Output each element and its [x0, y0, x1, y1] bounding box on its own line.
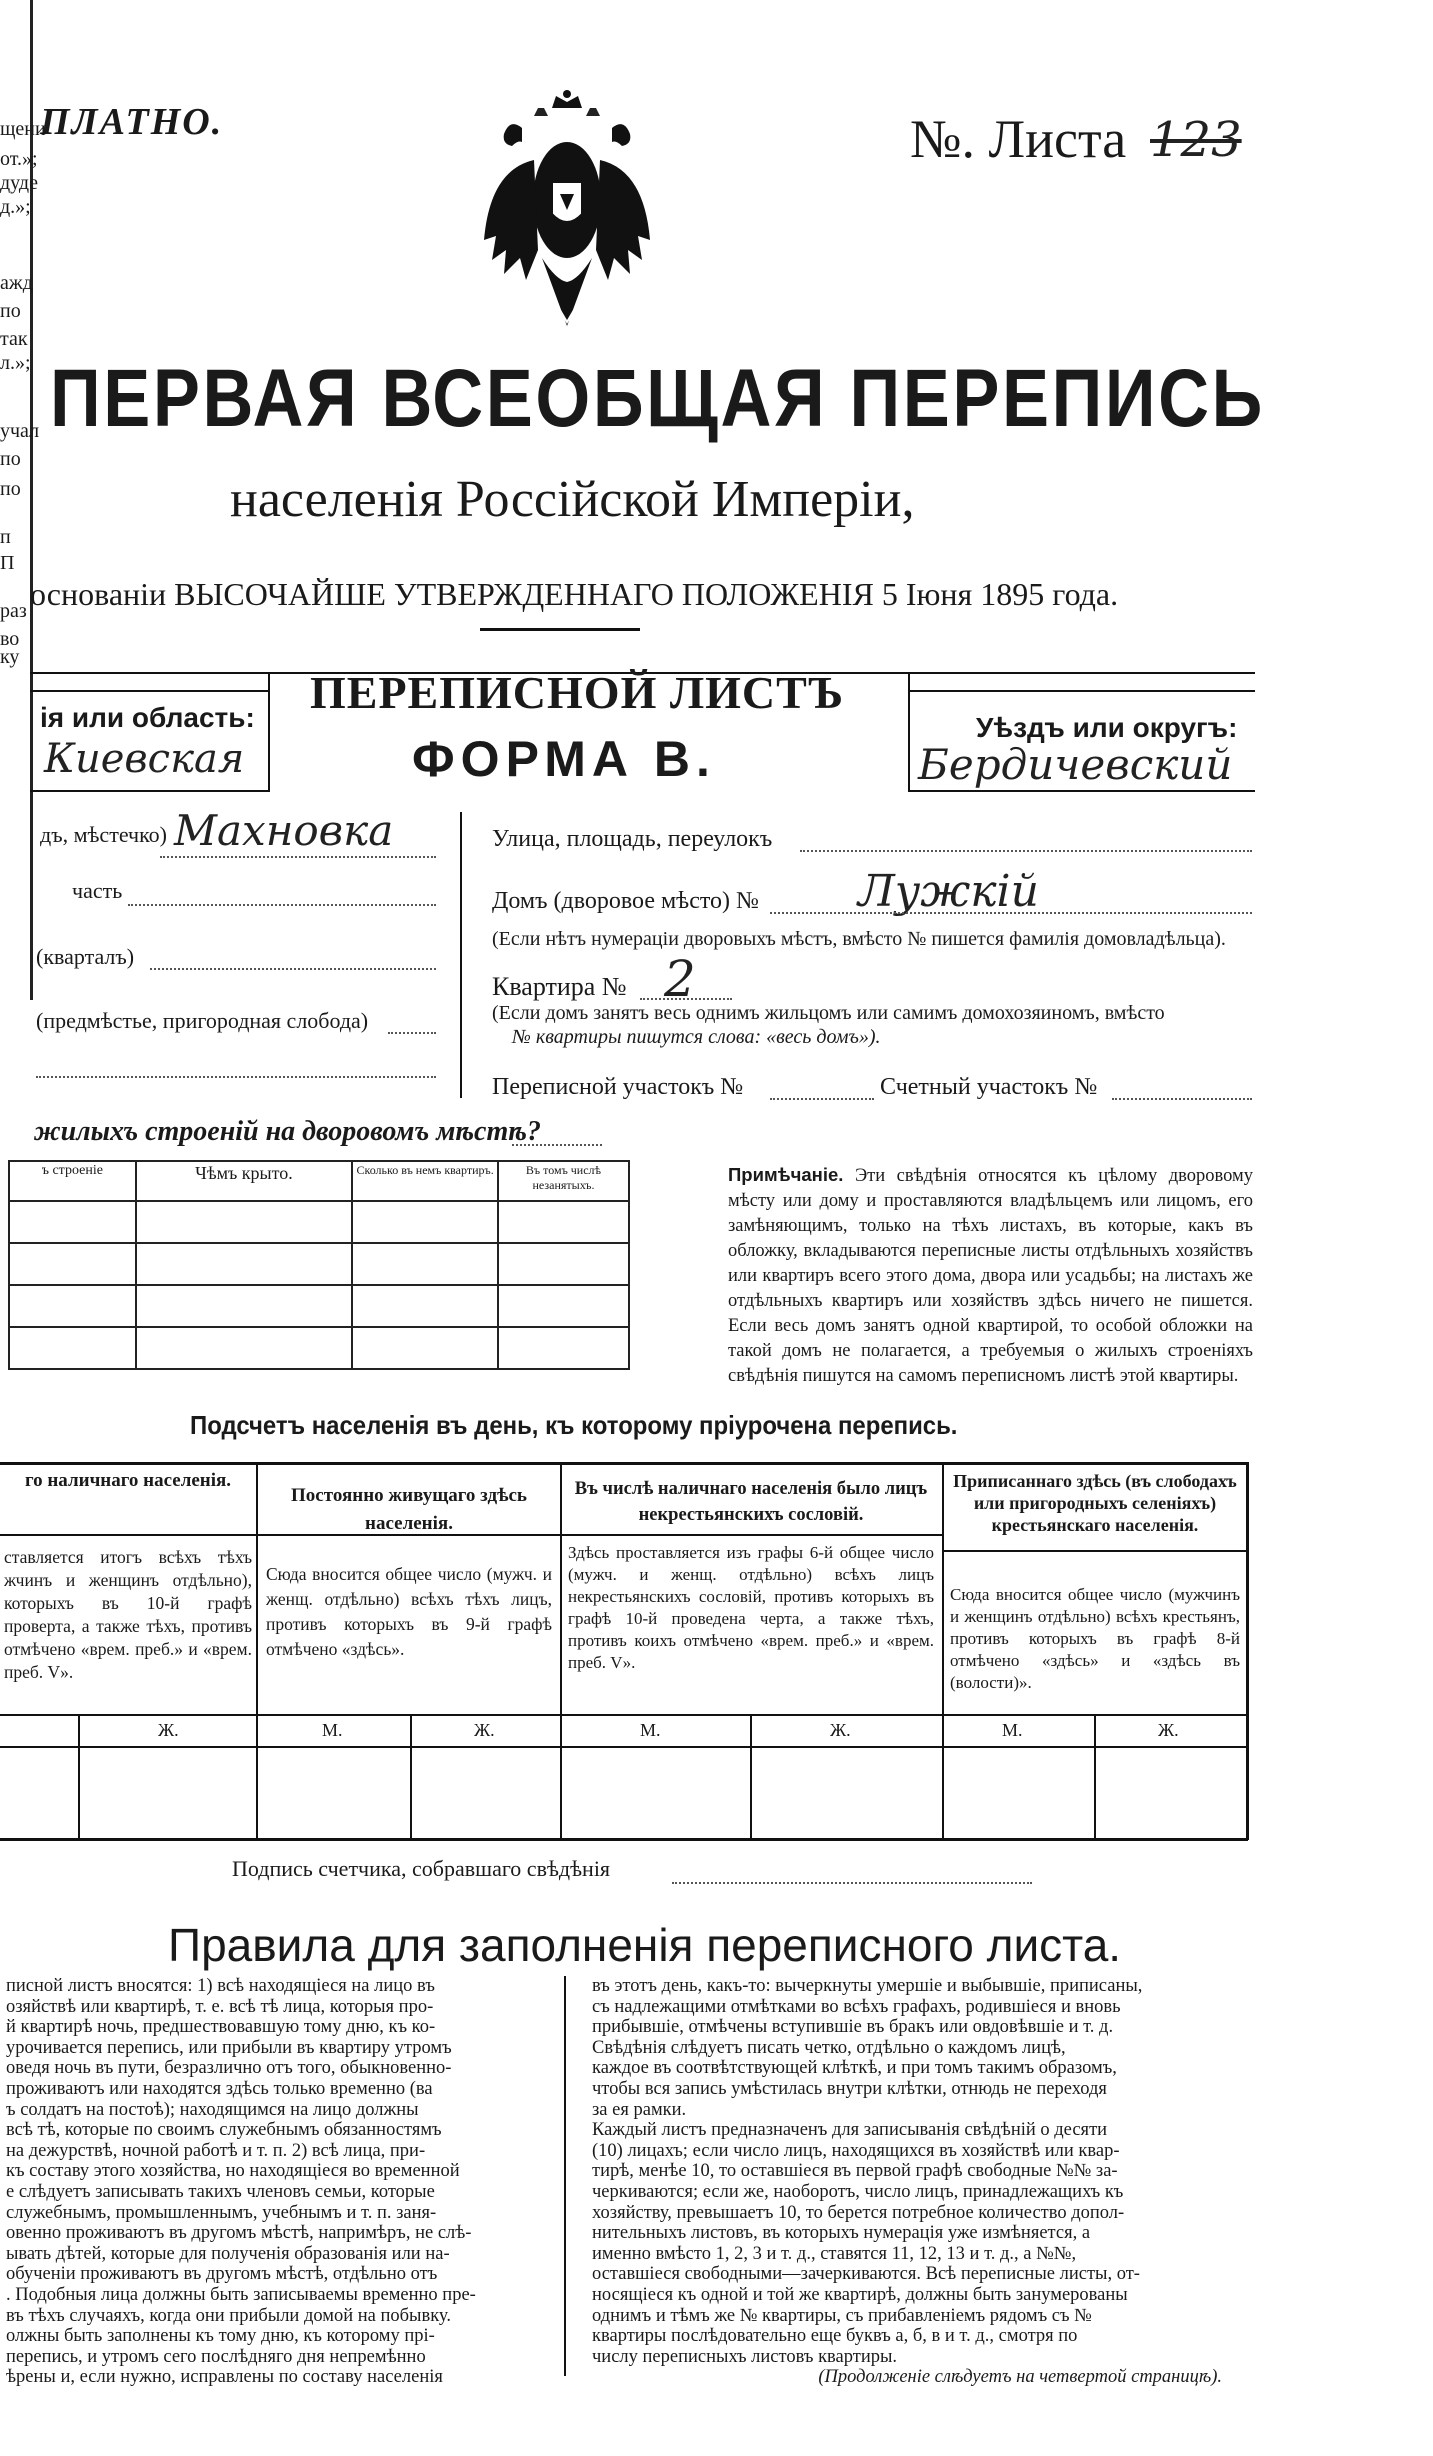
population-col-permanent: [266, 1482, 552, 1538]
imperial-eagle-emblem: [482, 90, 652, 330]
rules-left-line: урочивается перепись, или прибыли въ квартиру утромъ: [6, 2037, 452, 2058]
edge-fragment: П: [0, 552, 15, 574]
census-basis: основаніи ВЫСОЧАЙШЕ УТВЕРЖДЕННАГО ПОЛОЖЕНІЯ 5 Іюня 1895 года.: [30, 576, 1119, 612]
edge-fragment: от.»;: [0, 148, 38, 170]
house-label: Домъ (дворовое мѣсто) №: [492, 888, 759, 914]
buildings-note: [728, 1162, 1253, 1389]
form-name: ПЕРЕПИСНОЙ ЛИСТЪ: [310, 667, 845, 718]
population-col-registered-heading: Приписаннаго здѣсь (въ слободахъ или пригородныхъ селеніяхъ) крестьянскаго населенія.: [953, 1471, 1237, 1535]
street-field-line: [800, 850, 1252, 852]
rules-left-line: служебнымъ, промышленнымъ, учебнымъ и т. п. заня-: [6, 2202, 437, 2223]
edge-fragment: щени: [0, 118, 46, 140]
rules-right-line: однимъ и тѣмъ же № квартиры, съ прибавленіемъ рядомъ съ №: [592, 2305, 1092, 2326]
population-col-non-peasant-heading: Въ числѣ наличнаго населенія было лицъ некрестьянскихъ сословій.: [574, 1479, 928, 1525]
population-col-permanent-m: М.: [322, 1720, 343, 1740]
edge-fragment: учал: [0, 420, 40, 442]
buildings-col-vacant: Въ томъ числѣ незанятыхъ.: [498, 1161, 629, 1201]
rules-title: Правила для заполненія переписного листа.: [168, 1919, 1122, 1971]
sheet-number-value: 123: [1150, 112, 1242, 168]
rules-right-column: [592, 1976, 1252, 2388]
population-col-registered-m: М.: [1002, 1720, 1023, 1740]
rules-right-line: нительныхъ листовъ, въ которыхъ нумерація уже измѣняется, а: [592, 2223, 1091, 2244]
rules-left-line: на дежурствѣ, ночной работѣ и т. п. 2) всѣ лица, при-: [6, 2140, 426, 2161]
edge-fragment: по: [0, 300, 21, 322]
rules-left-line: ѣрены и, если нужно, исправлены по составу населенія: [6, 2367, 443, 2388]
form-header-bottom-rule-right: [908, 790, 1255, 792]
district-label: Уѣздъ или округъ:: [976, 712, 1238, 743]
buildings-col-structure: ъ строеніе: [9, 1161, 136, 1201]
population-col-permanent-f: Ж.: [474, 1720, 495, 1740]
rules-left-line: къ составу этого хозяйства, но находящіеся во временной: [6, 2161, 460, 2182]
town-label: дъ, мѣстечко): [40, 822, 167, 847]
buildings-col-apartments: Сколько въ немъ квартиръ.: [352, 1161, 498, 1201]
edge-fragment: по: [0, 478, 21, 500]
population-col-present-f: Ж.: [158, 1720, 179, 1740]
quarter-label: (кварталъ): [36, 944, 135, 969]
rules-left-line: ъ солдатъ на постоѣ); находящимся на лицо должны: [6, 2099, 419, 2120]
rules-right-line: чтобы вся запись умѣстилась внутри клѣтки, отнюдь не переходя: [592, 2078, 1107, 2099]
suburb-field-line: [388, 1032, 436, 1034]
suburb-field-line-2: [36, 1076, 436, 1078]
form-label: ФОРМА В.: [412, 731, 716, 787]
edge-fragment: д.»;: [0, 196, 31, 218]
population-col-permanent-desc: Сюда вносится общее число (мужч. и женщ. отдѣльно) всѣхъ тѣхъ лицъ, противъ которыхъ въ 9-й графѣ отмѣчено «здѣсь».: [266, 1564, 552, 1659]
rules-left-column: [6, 1976, 556, 2388]
house-note: (Если нѣтъ нумераціи дворовыхъ мѣстъ, вмѣсто № пишется фамилія домовладѣльца).: [492, 928, 1226, 950]
rules-right-line: числу переписныхъ листовъ квартиры.: [592, 2346, 898, 2367]
left-edge-fragments: [0, 0, 46, 1000]
rules-right-line: квартиры послѣдовательно еще буквъ а, б, в и т. д., смотря по: [592, 2326, 1078, 2347]
rules-right-line: Каждый листъ предназначенъ для записыванія свѣдѣній о десяти: [592, 2120, 1108, 2141]
count-district-label: Счетный участокъ №: [880, 1074, 1098, 1100]
rules-left-line: обученіи проживаютъ въ другомъ мѣстѣ, отдѣльно отъ: [6, 2264, 438, 2285]
buildings-col-roof: Чѣмъ крыто.: [136, 1161, 353, 1201]
form-header-bottom-rule-left: [30, 790, 270, 792]
rules-right-line: черкиваются; если же, наоборотъ, число лицъ, принадлежащихъ къ: [592, 2181, 1124, 2202]
enumerator-signature-label: Подпись счетчика, собравшаго свѣдѣнія: [232, 1856, 611, 1881]
population-col-non-peasant-m: М.: [640, 1720, 661, 1740]
population-table: [0, 1462, 1250, 1842]
buildings-answer-line: [512, 1144, 602, 1146]
population-col-registered-f: Ж.: [1158, 1720, 1179, 1740]
form-header-rule-left: [30, 690, 270, 692]
apartment-field-line: [640, 998, 732, 1000]
rules-right-line: оставшіеся свободными—зачеркиваются. Всѣ переписные листы, от-: [592, 2264, 1140, 2285]
rules-right-line: прибывшіе, отмѣчены вступившіе въ бракъ или овдовѣвшіе и т. д.: [592, 2017, 1114, 2038]
census-district-field-line: [770, 1098, 874, 1100]
rules-right-line: хозяйству, превышаетъ 10, то берется потребное количество допол-: [592, 2202, 1125, 2223]
population-col-permanent-heading: Постоянно живущаго здѣсь населенія.: [291, 1485, 527, 1534]
population-col-present: [4, 1468, 252, 1494]
note-label: Примѣчаніе.: [728, 1164, 844, 1185]
rules-right-line: именно вмѣсто 1, 2, 3 и т. д., ставятся 11, 12, 13 и т. д., а №№,: [592, 2243, 1077, 2264]
district-value: Бердичевский: [918, 740, 1233, 789]
part-field-line: [128, 904, 436, 906]
free-label: ПЛАТНО.: [40, 101, 224, 143]
population-col-present-heading: го наличнаго населенія.: [24, 1470, 232, 1491]
edge-fragment: дуде: [0, 172, 38, 194]
apartment-note-2: № квартиры пишутся слова: «весь домъ»).: [512, 1026, 881, 1048]
note-text: Эти свѣдѣнія относятся къ цѣлому дворовому мѣсту или дому и проставляются владѣльцемъ или лицомъ, его замѣняющимъ, только на тѣхъ листахъ, въ которые, какъ въ обложку, вкладываются переписные листы отдѣльныхъ хозяйствъ или квартиръ всего этого дома, двора или усадьбы; на листахъ же отдѣльныхъ квартиръ или хозяйствъ здѣсь ничего не пишется. Если весь домъ занятъ одной квартирой, то особой обложки на такой домъ не полагается, а требуемыя о жилыхъ строеніяхъ свѣдѣнія пишутся на самомъ переписномъ листѣ этой квартиры.: [728, 1166, 1253, 1386]
rules-right-line: (Продолженіе слѣдуетъ на четвертой страницѣ).: [818, 2367, 1222, 2388]
quarter-field-line: [150, 968, 436, 970]
population-col-present-desc: ставляется итогъ всѣхъ тѣхъ жчинъ и женщинъ отдѣльно), которыхъ въ 10-й графѣ проверта, а также тѣхъ, противъ отмѣчено «врем. преб.» и «врем. преб. V».: [4, 1547, 252, 1682]
population-col-non-peasant: [568, 1476, 934, 1528]
edge-fragment: л.»;: [0, 352, 31, 374]
edge-fragment: раз: [0, 600, 27, 622]
rules-right-line: каждое въ соотвѣтствующей клѣткѣ, и при томъ такимъ образомъ,: [592, 2058, 1117, 2079]
rules-left-line: й квартирѣ ночь, предшествовавшую тому дню, къ ко-: [6, 2017, 436, 2038]
rules-left-line: въ тѣхъ случаяхъ, когда они прибыли домой на побывку.: [6, 2305, 451, 2326]
form-header-right-divider: [908, 672, 910, 790]
rules-left-line: озяйствѣ или квартирѣ, т. е. всѣ тѣ лица, которыя про-: [6, 1996, 434, 2017]
house-field-line: [770, 912, 1252, 914]
rules-right-line: (10) лицахъ; если число лицъ, находящихся въ хозяйствѣ или квар-: [592, 2140, 1120, 2161]
rules-left-line: всѣ тѣ, которые по своимъ служебнымъ обязанностямъ: [6, 2120, 442, 2141]
edge-fragment: во: [0, 628, 20, 650]
form-header-rule-right: [910, 690, 1255, 692]
rules-left-line: . Подобныя лица должны быть записываемы временно пре-: [6, 2284, 476, 2305]
rules-left-line: е слѣдуетъ записывать такихъ членовъ семьи, которые: [6, 2181, 435, 2202]
rules-left-line: ывать дѣтей, которые для полученія образованія или на-: [6, 2243, 450, 2264]
rules-column-divider: [564, 1976, 566, 2376]
rules-right-line: съ надлежащими отмѣтками во всѣхъ графахъ, родившіеся и вновь: [592, 1996, 1121, 2017]
buildings-table: [8, 1160, 630, 1370]
sheet-number-label: №. Листа: [910, 109, 1127, 169]
signature-field-line: [672, 1882, 1032, 1884]
region-label: ія или область:: [40, 702, 255, 733]
population-col-registered-desc: Сюда вносится общее число (мужчинъ и женщинъ отдѣльно) всѣхъ крестьянъ, противъ которыхъ въ графѣ 8-й отмѣчено «здѣсь» и «здѣсь въ (волости)».: [950, 1585, 1240, 1692]
census-subtitle: населенія Россійской Имперіи,: [230, 471, 915, 528]
region-value: Киевская: [44, 736, 245, 782]
title-divider: [480, 628, 640, 631]
town-field-line: [160, 856, 436, 858]
street-label: Улица, площадь, переулокъ: [492, 826, 773, 852]
population-col-non-peasant-f: Ж.: [830, 1720, 851, 1740]
population-col-registered-peasants: [950, 1470, 1240, 1536]
population-col-non-peasant-desc: Здѣсь проставляется изъ графы 6-й общее число (мужч. и женщ. отдѣльно) всѣхъ лицъ некрестьянскихъ сословій, противъ которыхъ въ графѣ 10-й проведена черта, а также тѣхъ, противъ коихъ отмѣчено «врем. преб.» и «врем. преб. V».: [568, 1543, 934, 1672]
rules-right-line: тирѣ, менѣе 10, то оставшіеся въ первой графѣ свободные №№ за-: [592, 2161, 1118, 2182]
edge-fragment: так: [0, 328, 28, 350]
rules-right-line: въ этотъ день, какъ-то: вычеркнуты умершіе и выбывшіе, приписаны,: [592, 1976, 1143, 1996]
edge-fragment: п: [0, 526, 11, 548]
rules-left-line: проживаютъ или находятся здѣсь только временно (ва: [6, 2078, 433, 2099]
count-district-field-line: [1112, 1098, 1252, 1100]
rules-left-line: оведя ночь въ пути, безразлично отъ того, обыкновенно-: [6, 2058, 452, 2079]
apartment-label: Квартира №: [492, 972, 627, 1001]
edge-fragment: ку: [0, 646, 20, 668]
edge-fragment: по: [0, 448, 21, 470]
census-title: ПЕРВАЯ ВСЕОБЩАЯ ПЕРЕПИСЬ: [50, 353, 1265, 444]
rules-left-line: писной листъ вносятся: 1) всѣ находящіеся на лицо въ: [6, 1976, 435, 1996]
address-divider: [460, 812, 462, 1098]
form-header-left-divider: [268, 672, 270, 790]
part-label: часть: [72, 878, 123, 903]
census-district-label: Переписной участокъ №: [492, 1074, 744, 1100]
rules-left-line: олжны быть заполнены къ тому дню, къ которому прі-: [6, 2326, 435, 2347]
rules-right-line: Свѣдѣнія слѣдуетъ писать четко, отдѣльно о каждомъ лицѣ,: [592, 2037, 1066, 2058]
buildings-question: жилыхъ строеній на дворовомъ мѣстѣ?: [34, 1116, 541, 1147]
rules-right-line: носящіеся къ одной и той же квартирѣ, должны быть занумерованы: [592, 2284, 1128, 2305]
population-title: Подсчетъ населенія въ день, къ которому пріурочена перепись.: [190, 1410, 958, 1440]
suburb-label: (предмѣстье, пригородная слобода): [36, 1008, 369, 1033]
apartment-value: 2: [664, 950, 696, 1008]
house-value: Лужкій: [858, 866, 1039, 917]
rules-right-line: за ея рамки.: [592, 2099, 687, 2120]
rules-left-line: овенно проживаютъ въ другомъ мѣстѣ, напримѣръ, не слѣ-: [6, 2223, 472, 2244]
rules-left-line: перепись, и утромъ сего послѣдняго дня непремѣнно: [6, 2346, 426, 2367]
apartment-note-1: (Если домъ занятъ весь однимъ жильцомъ или самимъ домохозяиномъ, вмѣсто: [492, 1002, 1165, 1024]
edge-fragment: ажд: [0, 272, 33, 294]
town-value: Махновка: [174, 806, 394, 855]
